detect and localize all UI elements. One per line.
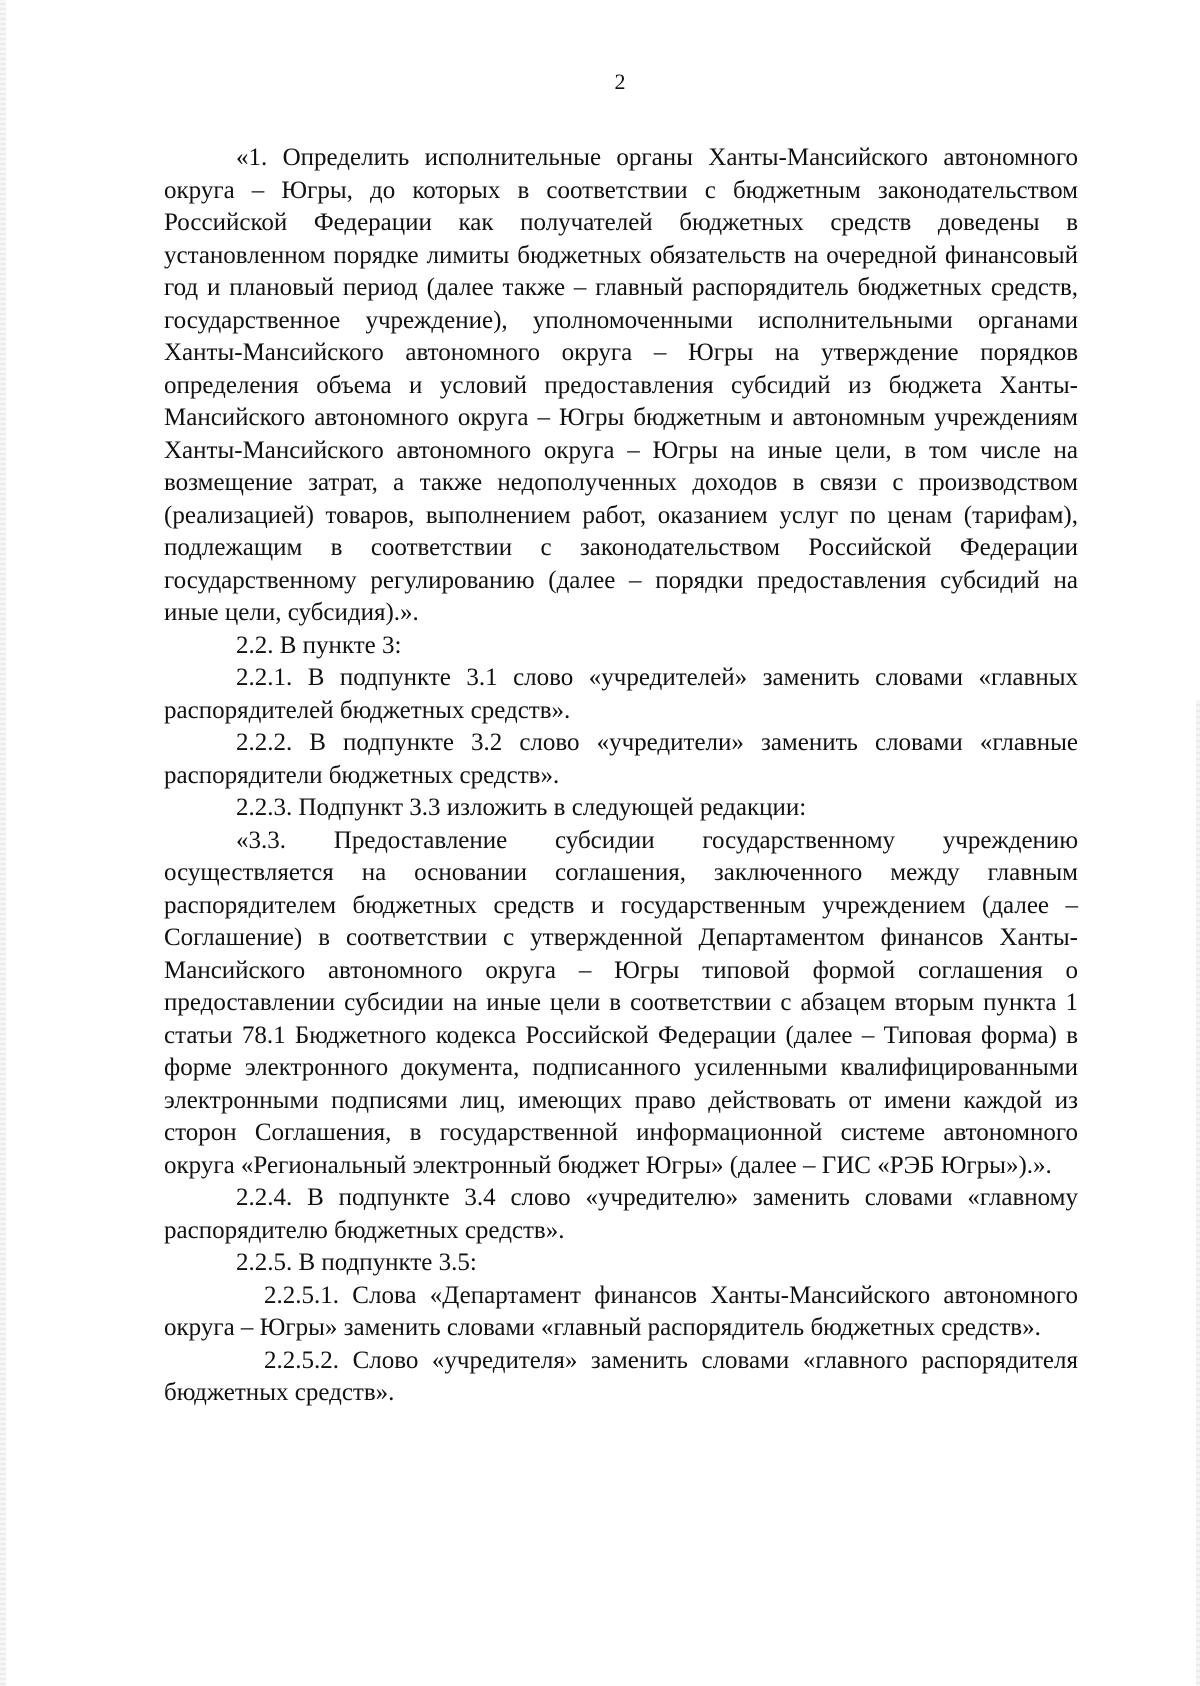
- paragraph-2-2-3: 2.2.3. Подпункт 3.3 изложить в следующей редакции:: [236, 794, 807, 821]
- scan-edge-right: [1196, 700, 1200, 1686]
- paragraph-2-2-5-2: 2.2.5.2. Слово «учредителя» заменить словами «главного распорядителя бюджетных средств».: [164, 1346, 1078, 1406]
- paragraph-2-2-2: 2.2.2. В подпункте 3.2 слово «учредители» заменить словами «главные распорядители бюджетных средств».: [164, 729, 1078, 789]
- paragraph-clause-3-3: «3.3. Предоставление субсидии государственному учреждению осуществляется на основании соглашения, заключенного между главным распорядителем бюджетных средств и государственным учреждением (далее – Соглашение) в соответствии с утвержденной Департаментом финансов Ханты-Мансийского автономного округа – Югры типовой формой соглашения о предоставлении субсидии на иные цели в соответствии с абзацем вторым пункта 1 статьи 78.1 Бюджетного кодекса Российской Федерации (далее – Типовая форма) в форме электронного документа, подписанного усиленными квалифицированными электронными подписями лиц, имеющих право действовать от имени каждой из сторон Соглашения, в государственной информационной системе автономного округа «Региональный электронный бюджет Югры» (далее – ГИС «РЭБ Югры»).».: [164, 826, 1078, 1179]
- page-number: 2: [614, 69, 626, 94]
- paragraph-2-2-4: 2.2.4. В подпункте 3.4 слово «учредителю» заменить словами «главному распорядителю бюджетных средств».: [164, 1184, 1078, 1244]
- paragraph-clause-1: «1. Определить исполнительные органы Ханты-Мансийского автономного округа – Югры, до которых в соответствии с бюджетным законодательством Российской Федерации как получателей бюджетных средств доведены в установленном порядке лимиты бюджетных обязательств на очередной финансовый год и плановый период (далее также – главный распорядитель бюджетных средств, государственное учреждение), уполномоченными исполнительными органами Ханты-Мансийского автономного округа – Югры на утверждение порядков определения объема и условий предоставления субсидий из бюджета Ханты-Мансийского автономного округа – Югры бюджетным и автономным учреждениям Ханты-Мансийского автономного округа – Югры на иные цели, в том числе на возмещение затрат, а также недополученных доходов в связи с производством (реализацией) товаров, выполнением работ, оказанием услуг по ценам (тарифам), подлежащим в соответствии с законодательством Российской Федерации государственному регулированию (далее – порядки предоставления субсидий на иные цели, субсидия).».: [164, 144, 1078, 626]
- paragraph-2-2-5: 2.2.5. В подпункте 3.5:: [236, 1249, 477, 1276]
- scan-edge-left: [0, 0, 6, 1686]
- paragraph-2-2-5-1: 2.2.5.1. Слова «Департамент финансов Ханты-Мансийского автономного округа – Югры» заменить словами «главный распорядитель бюджетных средств».: [164, 1281, 1078, 1341]
- document-body: [164, 142, 1078, 1410]
- paragraph-2-2-1: 2.2.1. В подпункте 3.1 слово «учредителей» заменить словами «главных распорядителей бюджетных средств».: [164, 664, 1078, 724]
- paragraph-2-2: 2.2. В пункте 3:: [236, 631, 402, 659]
